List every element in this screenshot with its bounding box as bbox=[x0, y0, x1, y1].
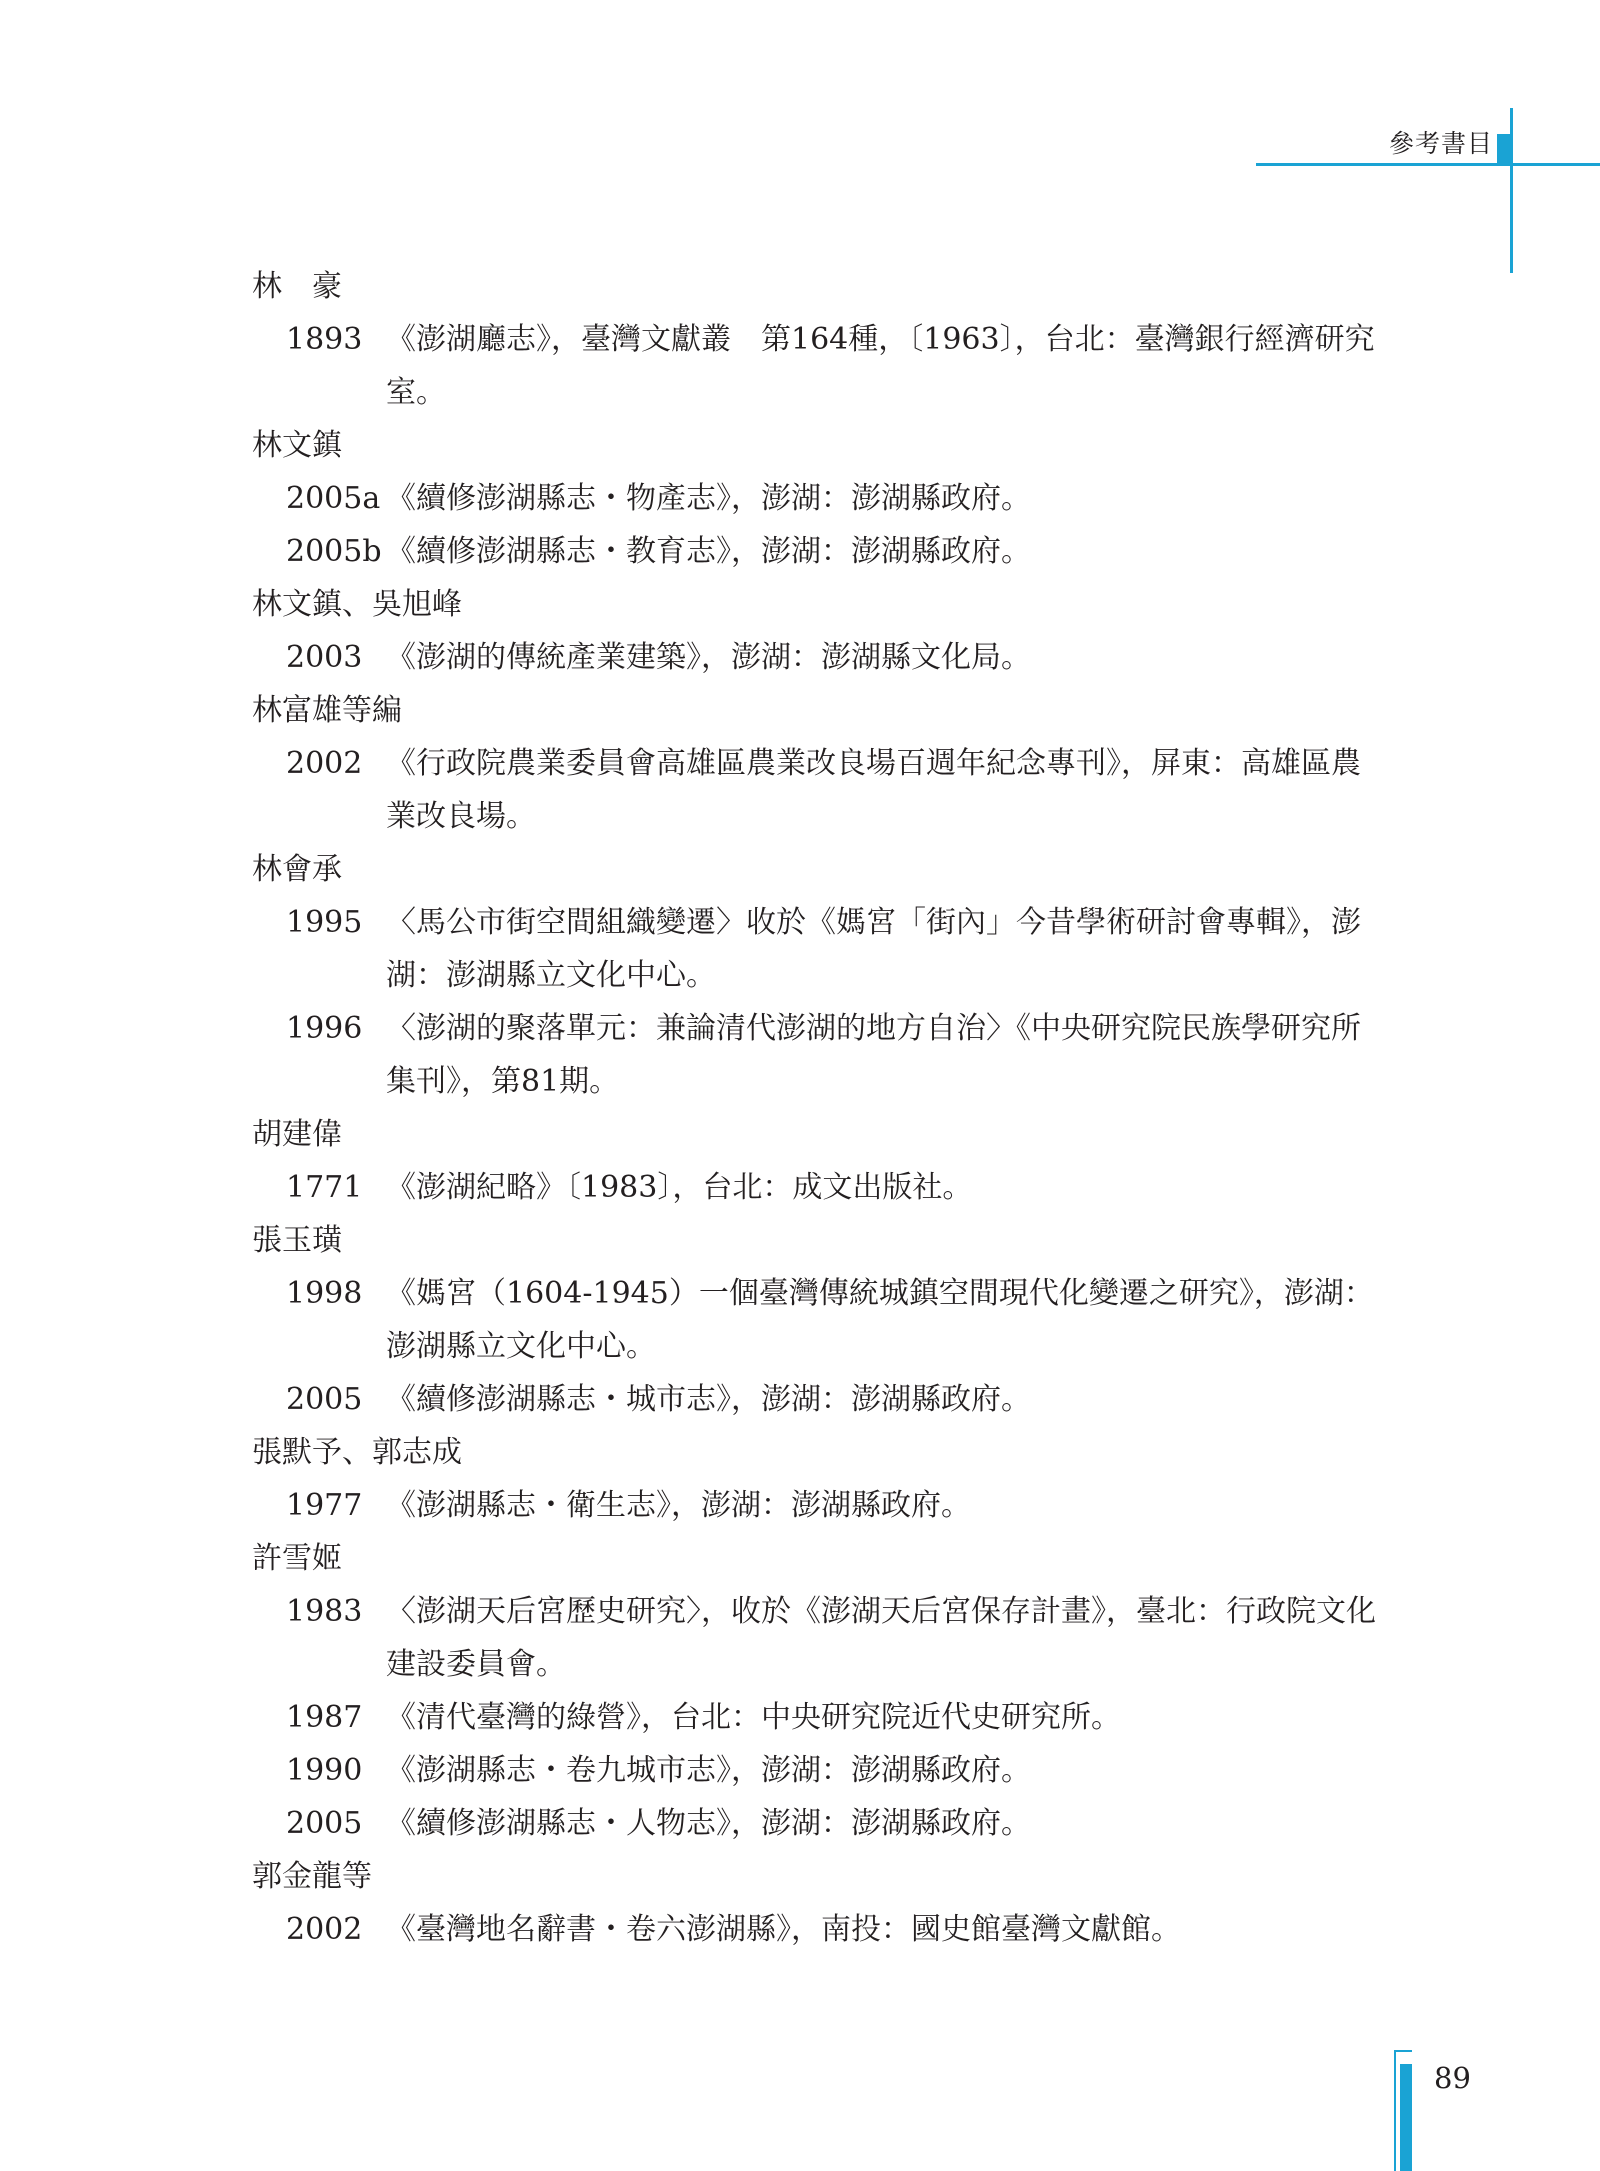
author-name: 林 豪 bbox=[252, 269, 342, 304]
entry-text: 《續修澎湖縣志・城市志》，澎湖：澎湖縣政府。 bbox=[386, 1382, 1031, 1417]
entry-year: 2005 bbox=[286, 1806, 363, 1841]
entry-year: 1771 bbox=[286, 1170, 363, 1205]
header-vertical-rule bbox=[1510, 108, 1513, 273]
entry-text: 《續修澎湖縣志・人物志》，澎湖：澎湖縣政府。 bbox=[386, 1806, 1031, 1841]
bibliography-entry bbox=[252, 1161, 1432, 1214]
bibliography-entry bbox=[252, 1903, 1432, 1956]
entry-text: 《澎湖的傳統產業建築》，澎湖：澎湖縣文化局。 bbox=[386, 640, 1031, 675]
entry-text: 《澎湖廳志》，臺灣文獻叢 第164種，〔1963〕，台北：臺灣銀行經濟研究室。 bbox=[386, 322, 1375, 410]
entry-year: 1983 bbox=[286, 1594, 363, 1629]
entry-year: 2002 bbox=[286, 1912, 363, 1947]
author-name: 張玉璜 bbox=[252, 1223, 342, 1258]
entry-year: 1977 bbox=[286, 1488, 363, 1523]
author-name: 林文鎮 bbox=[252, 428, 342, 463]
entry-year: 2002 bbox=[286, 746, 363, 781]
entry-text: 《行政院農業委員會高雄區農業改良場百週年紀念專刊》，屏東：高雄區農業改良場。 bbox=[386, 746, 1361, 834]
bibliography-entry bbox=[252, 896, 1432, 1002]
entry-text: 〈澎湖天后宮歷史研究〉，收於《澎湖天后宮保存計畫》，臺北：行政院文化建設委員會。 bbox=[386, 1594, 1376, 1682]
entry-year: 1996 bbox=[286, 1011, 363, 1046]
running-header-title: 參考書目 bbox=[1388, 129, 1493, 158]
bibliography-entry bbox=[252, 313, 1432, 419]
bibliography-entry bbox=[252, 1797, 1432, 1850]
author-name: 許雪姬 bbox=[252, 1541, 342, 1576]
author-name: 林會承 bbox=[252, 852, 342, 887]
entry-year: 1893 bbox=[286, 322, 363, 357]
bibliography-entry bbox=[252, 737, 1432, 843]
entry-text: 《澎湖縣志・卷九城市志》，澎湖：澎湖縣政府。 bbox=[386, 1753, 1031, 1788]
entry-text: 〈澎湖的聚落單元：兼論清代澎湖的地方自治〉《中央研究院民族學研究所集刊》，第81期。 bbox=[386, 1011, 1361, 1099]
bibliography-entry bbox=[252, 1585, 1432, 1691]
entry-text: 《續修澎湖縣志・物產志》，澎湖：澎湖縣政府。 bbox=[386, 481, 1031, 516]
page-number: 89 bbox=[1434, 2061, 1471, 2095]
entry-year: 2005a bbox=[286, 481, 381, 516]
author-name: 林富雄等編 bbox=[252, 693, 402, 728]
footer-vertical-hairline bbox=[1394, 2050, 1396, 2171]
author-name: 張默予、郭志成 bbox=[252, 1435, 462, 1470]
author-name: 林文鎮、吳旭峰 bbox=[252, 587, 462, 622]
entry-text: 〈馬公市街空間組織變遷〉收於《媽宮「街內」今昔學術研討會專輯》，澎湖：澎湖縣立文化中心。 bbox=[386, 905, 1361, 993]
header-rule bbox=[1256, 163, 1600, 166]
bibliography-entry bbox=[252, 472, 1432, 525]
entry-year: 1990 bbox=[286, 1753, 363, 1788]
bibliography-entry bbox=[252, 525, 1432, 578]
entry-year: 2005b bbox=[286, 534, 382, 569]
bibliography-entry bbox=[252, 1744, 1432, 1797]
bibliography-entry bbox=[252, 1373, 1432, 1426]
bibliography-entry bbox=[252, 1691, 1432, 1744]
bibliography-list bbox=[252, 260, 1432, 1956]
entry-text: 《臺灣地名辭書・卷六澎湖縣》，南投：國史館臺灣文獻館。 bbox=[386, 1912, 1181, 1947]
bibliography-entry bbox=[252, 1479, 1432, 1532]
header-accent-block bbox=[1497, 134, 1511, 163]
entry-year: 1987 bbox=[286, 1700, 363, 1735]
footer-accent-bar bbox=[1400, 2064, 1412, 2171]
entry-year: 2005 bbox=[286, 1382, 363, 1417]
entry-text: 《續修澎湖縣志・教育志》，澎湖：澎湖縣政府。 bbox=[386, 534, 1031, 569]
entry-text: 《媽宮（1604-1945）一個臺灣傳統城鎮空間現代化變遷之研究》，澎湖：澎湖縣立文化中心。 bbox=[386, 1276, 1374, 1364]
author-name: 郭金龍等 bbox=[252, 1859, 372, 1894]
author-name: 胡建偉 bbox=[252, 1117, 342, 1152]
bibliography-entry bbox=[252, 631, 1432, 684]
entry-text: 《清代臺灣的綠營》，台北：中央研究院近代史研究所。 bbox=[386, 1700, 1121, 1735]
entry-year: 1998 bbox=[286, 1276, 363, 1311]
entry-year: 1995 bbox=[286, 905, 363, 940]
bibliography-entry bbox=[252, 1002, 1432, 1108]
bibliography-entry bbox=[252, 1267, 1432, 1373]
entry-text: 《澎湖縣志・衛生志》，澎湖：澎湖縣政府。 bbox=[386, 1488, 971, 1523]
footer-hairline bbox=[1394, 2050, 1412, 2052]
entry-year: 2003 bbox=[286, 640, 363, 675]
entry-text: 《澎湖紀略》〔1983〕，台北：成文出版社。 bbox=[386, 1170, 973, 1205]
